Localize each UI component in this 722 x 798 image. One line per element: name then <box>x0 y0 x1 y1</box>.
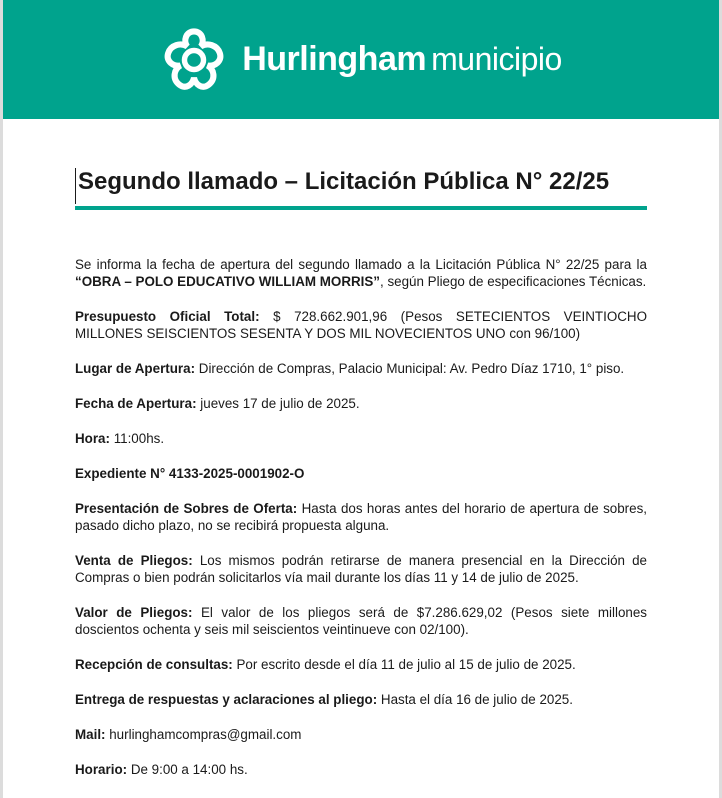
field-value: Por escrito desde el día 11 de julio al 15 de julio de 2025. <box>232 657 576 672</box>
field-label: Expediente N° 4133-2025-0001902-O <box>75 466 305 481</box>
field-presentacion-sobres <box>75 500 647 534</box>
field-label: Lugar de Apertura: <box>75 361 196 376</box>
field-horario <box>75 761 647 778</box>
header-banner <box>3 0 719 119</box>
title-underline <box>75 206 647 210</box>
field-value: Hasta dos horas antes del horario de apertura de sobres, pasado dicho plazo, no se recibirá propuesta alguna. <box>75 501 647 533</box>
field-label: Hora: <box>75 431 110 446</box>
field-value: hurlinghamcompras@gmail.com <box>105 727 302 742</box>
field-entrega-respuestas <box>75 691 647 708</box>
flower-icon <box>160 26 228 94</box>
field-label: Entrega de respuestas y aclaraciones al pliego: <box>75 692 378 707</box>
brand-logo <box>160 26 562 94</box>
field-label: Presupuesto Oficial Total: <box>75 309 260 324</box>
field-lugar-apertura <box>75 360 647 377</box>
intro-text-before: Se informa la fecha de apertura del segundo llamado a la Licitación Pública N° 22/25 para la <box>75 257 647 272</box>
field-presupuesto <box>75 308 647 342</box>
intro-paragraph <box>75 256 647 290</box>
field-value: Hasta el día 16 de julio de 2025. <box>377 692 573 707</box>
field-label: Horario: <box>75 762 128 777</box>
field-value: Dirección de Compras, Palacio Municipal: Av. Pedro Díaz 1710, 1° piso. <box>195 361 625 376</box>
field-label: Recepción de consultas: <box>75 657 233 672</box>
field-label: Mail: <box>75 727 106 742</box>
field-value: 11:00hs. <box>109 431 165 446</box>
page-title: Segundo llamado – Licitación Pública N° 22/25 <box>75 168 647 204</box>
field-label: Valor de Pliegos: <box>75 605 193 620</box>
field-fecha-apertura <box>75 395 647 412</box>
field-valor-pliegos <box>75 604 647 638</box>
field-label: Venta de Pliegos: <box>75 553 193 568</box>
field-hora <box>75 430 647 447</box>
intro-text-after: , según Pliego de especificaciones Técnicas. <box>380 274 647 289</box>
field-recepcion-consultas <box>75 656 647 673</box>
field-expediente <box>75 465 647 482</box>
field-value: Los mismos podrán retirarse de manera presencial en la Dirección de Compras o bien podrán solicitarlos vía mail durante los días 11 y 14 de julio de 2025. <box>75 553 647 585</box>
field-label: Presentación de Sobres de Oferta: <box>75 501 298 516</box>
intro-obra: “OBRA – POLO EDUCATIVO WILLIAM MORRIS” <box>75 274 381 289</box>
document-content <box>3 168 719 778</box>
field-value: De 9:00 a 14:00 hs. <box>127 762 248 777</box>
field-value: $ 728.662.901,96 (Pesos SETECIENTOS VEINTIOCHO MILLONES SEISCIENTOS SESENTA Y DOS MIL NOVECIENTOS UNO con 96/100) <box>75 309 647 341</box>
field-value: jueves 17 de julio de 2025. <box>196 396 360 411</box>
brand-name: Hurlingham <box>242 40 427 78</box>
field-value: El valor de los pliegos será de $7.286.629,02 (Pesos siete millones doscientos ochenta y seis mil seiscientos veintinueve con 02/100). <box>75 605 647 637</box>
brand-suffix: municipio <box>431 41 562 77</box>
field-label: Fecha de Apertura: <box>75 396 197 411</box>
field-venta-pliegos <box>75 552 647 586</box>
field-mail <box>75 726 647 743</box>
